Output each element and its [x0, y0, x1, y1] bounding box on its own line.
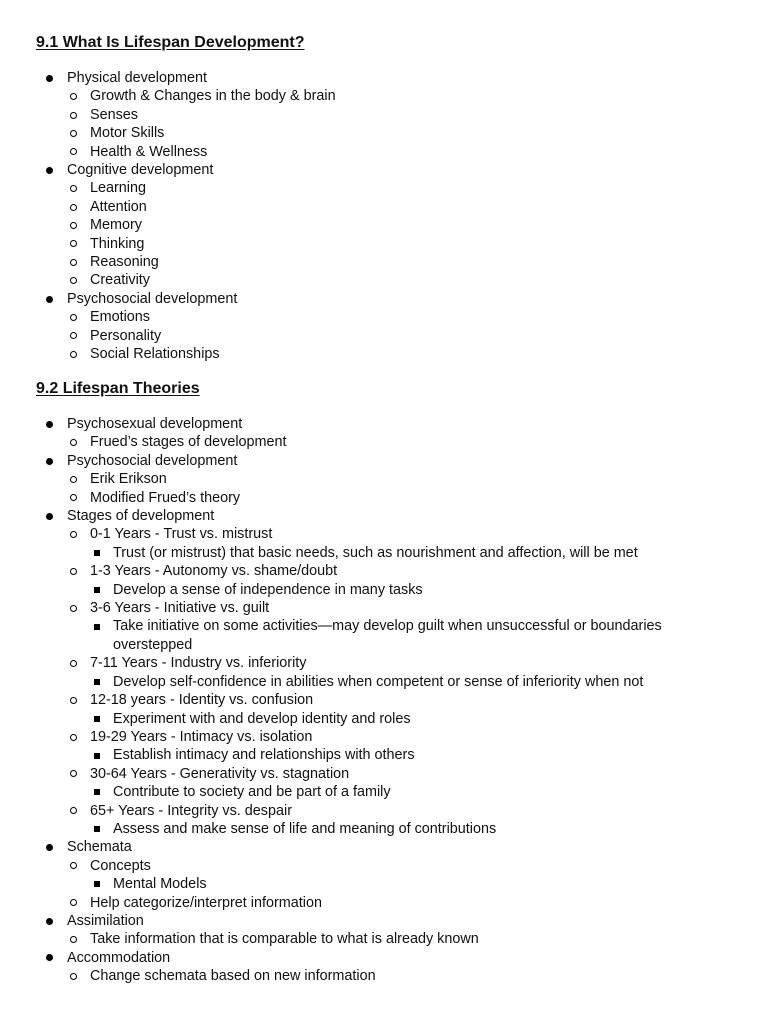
bullet-text: Psychosocial development: [67, 290, 238, 307]
bullet-shape: [46, 513, 53, 520]
bullet-text: Growth & Changes in the body & brain: [90, 88, 336, 105]
bullet-item-level-2: [0, 930, 768, 948]
bullet-row: [0, 415, 768, 433]
bullet-shape: [70, 531, 77, 538]
hollow-bullet-icon: [70, 562, 77, 580]
bullet-text: Stages of development: [67, 508, 215, 525]
bullet-item-level-3: [0, 875, 768, 893]
bullet-text: Mental Models: [113, 876, 207, 893]
bullet-row: [0, 838, 768, 856]
bullet-item-level-2: [0, 802, 768, 839]
bullet-shape: [94, 550, 100, 556]
bullet-shape: [70, 476, 77, 483]
bullet-shape: [70, 936, 77, 943]
bullet-item-level-1: [0, 415, 768, 452]
bullet-row: [0, 106, 768, 124]
bullet-row: [0, 179, 768, 197]
bullet-shape: [46, 844, 53, 851]
section-heading-lifespan-development: 9.1 What Is Lifespan Development?: [36, 34, 305, 51]
bullet-text: Psychosexual development: [67, 416, 243, 432]
bullet-text: Change schemata based on new information: [90, 968, 376, 985]
hollow-bullet-icon: [70, 802, 77, 820]
bullet-shape: [94, 789, 100, 795]
bullet-text: Erik Erikson: [90, 471, 167, 488]
bullet-item-level-1: [0, 290, 768, 364]
bullet-shape: [70, 697, 77, 704]
bullet-item-level-2: [0, 765, 768, 802]
bullet-shape: [46, 458, 53, 465]
lifespan-development-list: [0, 69, 768, 364]
sub-list-level-2: [0, 967, 768, 985]
bullet-item-level-2: [0, 345, 768, 363]
bullet-text: Develop self-confidence in abilities when competent or sense of inferiority when not: [113, 673, 644, 690]
sub-list-level-3: [0, 544, 768, 562]
bullet-row: [0, 271, 768, 289]
bullet-text: Experiment with and develop identity and roles: [113, 710, 411, 727]
bullet-shape: [70, 973, 77, 980]
bullet-shape: [70, 332, 77, 339]
hollow-bullet-icon: [70, 857, 77, 875]
bullet-shape: [70, 185, 77, 192]
bullet-row: [0, 710, 768, 728]
square-bullet-icon: [94, 673, 100, 691]
bullet-row: [0, 470, 768, 488]
square-bullet-icon: [94, 581, 100, 599]
bullet-row: [0, 765, 768, 783]
bullet-text: 0-1 Years - Trust vs. mistrust: [90, 526, 273, 543]
bullet-item-level-1: [0, 838, 768, 912]
filled-bullet-icon: [46, 290, 53, 308]
bullet-row: [0, 308, 768, 326]
bullet-shape: [46, 296, 53, 303]
hollow-bullet-icon: [70, 894, 77, 912]
bullet-item-level-1: [0, 912, 768, 949]
hollow-bullet-icon: [70, 345, 77, 363]
bullet-row: [0, 894, 768, 912]
bullet-shape: [94, 587, 100, 593]
hollow-bullet-icon: [70, 599, 77, 617]
bullet-text: Cognitive development: [67, 162, 214, 179]
bullet-text: 19-29 Years - Intimacy vs. isolation: [90, 728, 313, 745]
bullet-text: Learning: [90, 180, 147, 197]
hollow-bullet-icon: [70, 253, 77, 271]
bullet-item-level-2: [0, 87, 768, 105]
sub-list-level-3: [0, 746, 768, 764]
bullet-text: Psychosocial development: [67, 452, 238, 469]
bullet-row: [0, 802, 768, 820]
bullet-row: [0, 161, 768, 179]
bullet-row: [0, 489, 768, 507]
filled-bullet-icon: [46, 949, 53, 967]
bullet-item-level-3: [0, 581, 768, 599]
bullet-text: Physical development: [67, 70, 207, 86]
bullet-item-level-2: [0, 857, 768, 894]
square-bullet-icon: [94, 875, 100, 893]
bullet-item-level-2: [0, 216, 768, 234]
bullet-row: [0, 673, 768, 691]
bullet-text: 12-18 years - Identity vs. confusion: [90, 692, 314, 709]
section-heading-lifespan-theories: 9.2 Lifespan Theories: [36, 380, 200, 397]
bullet-row: [0, 654, 768, 672]
bullet-row: [0, 235, 768, 253]
bullet-text: Trust (or mistrust) that basic needs, such as nourishment and affection, will be met: [113, 544, 638, 561]
sub-list-level-2: [0, 179, 768, 289]
hollow-bullet-icon: [70, 728, 77, 746]
bullet-row: [0, 783, 768, 801]
hollow-bullet-icon: [70, 930, 77, 948]
sub-list-level-2: [0, 930, 768, 948]
bullet-item-level-1: [0, 69, 768, 161]
bullet-item-level-1: [0, 507, 768, 838]
sub-list-level-3: [0, 710, 768, 728]
sub-list-level-2: [0, 433, 768, 451]
hollow-bullet-icon: [70, 967, 77, 985]
filled-bullet-icon: [46, 161, 53, 179]
hollow-bullet-icon: [70, 143, 77, 161]
bullet-row: [0, 949, 768, 967]
square-bullet-icon: [94, 820, 100, 838]
bullet-text: Help categorize/interpret information: [90, 894, 322, 911]
bullet-row: [0, 452, 768, 470]
bullet-item-level-3: [0, 710, 768, 728]
bullet-row: [0, 69, 768, 87]
bullet-text: Develop a sense of independence in many tasks: [113, 581, 423, 598]
bullet-shape: [70, 148, 77, 155]
bullet-text: Assimilation: [67, 912, 144, 929]
sub-list-level-2: [0, 525, 768, 838]
bullet-text: Schemata: [67, 839, 132, 856]
bullet-text: Accommodation: [67, 949, 171, 966]
bullet-row: [0, 525, 768, 543]
bullet-shape: [94, 716, 100, 722]
bullet-shape: [46, 421, 53, 428]
bullet-shape: [70, 734, 77, 741]
bullet-row: [0, 216, 768, 234]
bullet-shape: [70, 899, 77, 906]
bullet-item-level-2: [0, 198, 768, 216]
bullet-row: [0, 124, 768, 142]
bullet-row: [0, 617, 768, 654]
bullet-item-level-2: [0, 562, 768, 599]
square-bullet-icon: [94, 617, 100, 635]
bullet-text: Personality: [90, 327, 162, 344]
sub-list-level-3: [0, 617, 768, 654]
hollow-bullet-icon: [70, 216, 77, 234]
bullet-item-level-3: [0, 544, 768, 562]
bullet-text: Social Relationships: [90, 346, 220, 363]
bullet-item-level-2: [0, 253, 768, 271]
bullet-shape: [46, 167, 53, 174]
bullet-item-level-1: [0, 452, 768, 507]
bullet-shape: [70, 439, 77, 446]
bullet-item-level-2: [0, 179, 768, 197]
hollow-bullet-icon: [70, 765, 77, 783]
bullet-row: [0, 912, 768, 930]
bullet-text: Take initiative on some activities—may develop guilt when unsuccessful or boundaries overstepped: [113, 618, 662, 653]
bullet-text: Health & Wellness: [90, 143, 208, 160]
bullet-row: [0, 345, 768, 363]
bullet-item-level-2: [0, 433, 768, 451]
bullet-item-level-2: [0, 728, 768, 765]
sub-list-level-3: [0, 820, 768, 838]
square-bullet-icon: [94, 544, 100, 562]
bullet-text: 1-3 Years - Autonomy vs. shame/doubt: [90, 563, 338, 580]
bullet-shape: [70, 605, 77, 612]
bullet-shape: [70, 259, 77, 266]
bullet-shape: [46, 918, 53, 925]
sub-list-level-3: [0, 783, 768, 801]
bullet-shape: [94, 826, 100, 832]
hollow-bullet-icon: [70, 691, 77, 709]
bullet-item-level-2: [0, 271, 768, 289]
filled-bullet-icon: [46, 912, 53, 930]
bullet-shape: [70, 660, 77, 667]
bullet-shape: [94, 753, 100, 759]
bullet-row: [0, 87, 768, 105]
bullet-item-level-2: [0, 143, 768, 161]
bullet-shape: [70, 222, 77, 229]
bullet-shape: [70, 807, 77, 814]
bullet-item-level-2: [0, 654, 768, 691]
square-bullet-icon: [94, 710, 100, 728]
sub-list-level-2: [0, 308, 768, 363]
bullet-text: Reasoning: [90, 254, 159, 271]
hollow-bullet-icon: [70, 470, 77, 488]
filled-bullet-icon: [46, 452, 53, 470]
bullet-row: [0, 143, 768, 161]
bullet-item-level-2: [0, 308, 768, 326]
bullet-item-level-2: [0, 327, 768, 345]
bullet-item-level-2: [0, 967, 768, 985]
bullet-item-level-2: [0, 894, 768, 912]
bullet-shape: [70, 277, 77, 284]
bullet-text: Modified Frued’s theory: [90, 489, 241, 506]
bullet-text: 30-64 Years - Generativity vs. stagnation: [90, 765, 350, 782]
sub-list-level-3: [0, 581, 768, 599]
bullet-row: [0, 728, 768, 746]
bullet-text: Take information that is comparable to what is already known: [90, 931, 479, 948]
sub-list-level-3: [0, 673, 768, 691]
filled-bullet-icon: [46, 507, 53, 525]
bullet-shape: [70, 240, 77, 247]
bullet-shape: [70, 351, 77, 358]
bullet-row: [0, 433, 768, 451]
bullet-row: [0, 691, 768, 709]
hollow-bullet-icon: [70, 327, 77, 345]
bullet-item-level-3: [0, 746, 768, 764]
bullet-shape: [70, 568, 77, 575]
bullet-text: Attention: [90, 198, 147, 215]
bullet-text: Motor Skills: [90, 125, 165, 142]
hollow-bullet-icon: [70, 433, 77, 451]
hollow-bullet-icon: [70, 271, 77, 289]
filled-bullet-icon: [46, 838, 53, 856]
bullet-item-level-3: [0, 820, 768, 838]
bullet-item-level-2: [0, 489, 768, 507]
hollow-bullet-icon: [70, 198, 77, 216]
bullet-row: [0, 562, 768, 580]
bullet-text: Creativity: [90, 272, 150, 289]
bullet-text: Assess and make sense of life and meaning of contributions: [113, 820, 497, 837]
bullet-row: [0, 967, 768, 985]
bullet-text: 7-11 Years - Industry vs. inferiority: [90, 655, 307, 672]
bullet-shape: [46, 75, 53, 82]
bullet-item-level-2: [0, 470, 768, 488]
bullet-text: 3-6 Years - Initiative vs. guilt: [90, 600, 270, 617]
bullet-shape: [70, 130, 77, 137]
bullet-item-level-3: [0, 783, 768, 801]
bullet-item-level-2: [0, 691, 768, 728]
bullet-text: Contribute to society and be part of a family: [113, 784, 391, 801]
bullet-text: Thinking: [90, 235, 145, 252]
bullet-row: [0, 599, 768, 617]
bullet-row: [0, 290, 768, 308]
bullet-shape: [94, 881, 100, 887]
bullet-item-level-2: [0, 106, 768, 124]
bullet-text: Establish intimacy and relationships with others: [113, 747, 415, 764]
bullet-text: Frued’s stages of development: [90, 434, 287, 451]
bullet-shape: [70, 112, 77, 119]
sub-list-level-3: [0, 875, 768, 893]
bullet-shape: [70, 204, 77, 211]
bullet-shape: [94, 679, 100, 685]
bullet-shape: [46, 954, 53, 961]
bullet-shape: [70, 314, 77, 321]
bullet-text: Concepts: [90, 857, 151, 874]
bullet-row: [0, 581, 768, 599]
filled-bullet-icon: [46, 415, 53, 433]
bullet-shape: [70, 770, 77, 777]
bullet-shape: [94, 624, 100, 630]
bullet-text: 65+ Years - Integrity vs. despair: [90, 802, 292, 819]
bullet-row: [0, 875, 768, 893]
bullet-text: Memory: [90, 217, 142, 234]
hollow-bullet-icon: [70, 124, 77, 142]
bullet-item-level-3: [0, 673, 768, 691]
hollow-bullet-icon: [70, 87, 77, 105]
bullet-row: [0, 507, 768, 525]
hollow-bullet-icon: [70, 308, 77, 326]
bullet-shape: [70, 93, 77, 100]
bullet-row: [0, 253, 768, 271]
hollow-bullet-icon: [70, 489, 77, 507]
bullet-shape: [70, 862, 77, 869]
bullet-item-level-2: [0, 525, 768, 562]
bullet-row: [0, 820, 768, 838]
bullet-item-level-2: [0, 235, 768, 253]
square-bullet-icon: [94, 783, 100, 801]
bullet-item-level-1: [0, 949, 768, 986]
bullet-item-level-1: [0, 161, 768, 290]
bullet-item-level-3: [0, 617, 768, 654]
hollow-bullet-icon: [70, 179, 77, 197]
bullet-row: [0, 198, 768, 216]
sub-list-level-2: [0, 857, 768, 912]
filled-bullet-icon: [46, 69, 53, 87]
square-bullet-icon: [94, 746, 100, 764]
bullet-item-level-2: [0, 599, 768, 654]
bullet-row: [0, 930, 768, 948]
hollow-bullet-icon: [70, 654, 77, 672]
sub-list-level-2: [0, 87, 768, 161]
bullet-row: [0, 746, 768, 764]
bullet-row: [0, 544, 768, 562]
bullet-row: [0, 327, 768, 345]
bullet-row: [0, 857, 768, 875]
bullet-item-level-2: [0, 124, 768, 142]
lifespan-theories-list: [0, 415, 768, 986]
hollow-bullet-icon: [70, 106, 77, 124]
bullet-text: Senses: [90, 106, 138, 123]
hollow-bullet-icon: [70, 235, 77, 253]
sub-list-level-2: [0, 470, 768, 507]
bullet-text: Emotions: [90, 309, 150, 326]
hollow-bullet-icon: [70, 525, 77, 543]
bullet-shape: [70, 494, 77, 501]
